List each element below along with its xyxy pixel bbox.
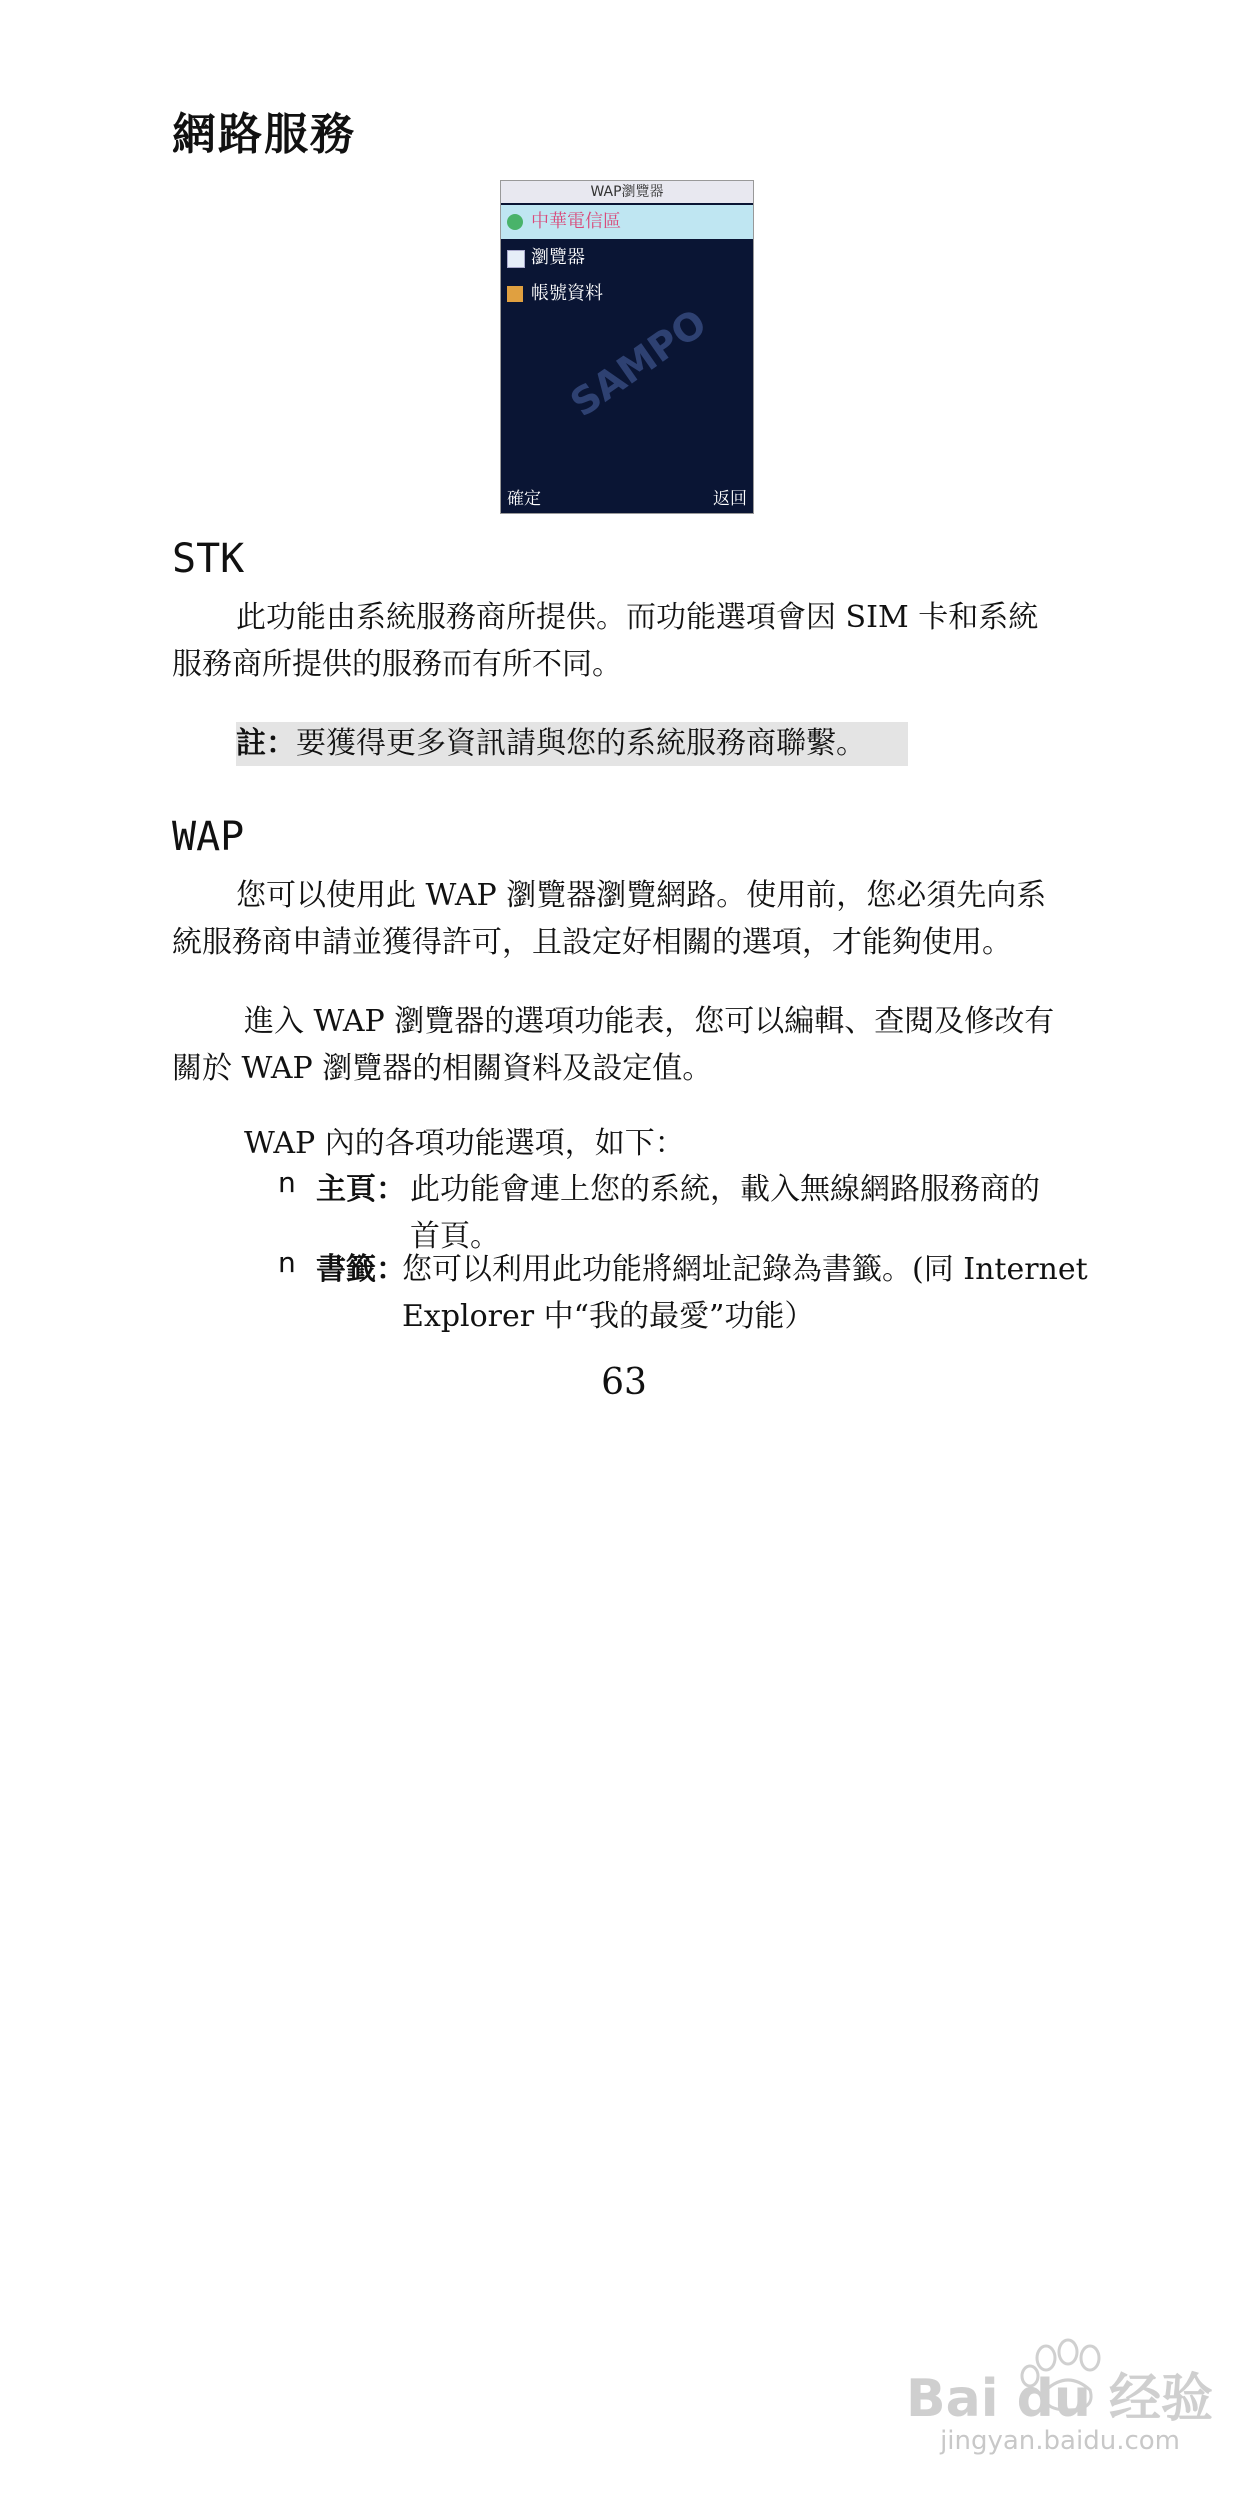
phone-menu-item: 瀏覽器 xyxy=(501,241,753,275)
note-text: 要獲得更多資訊請與您的系統服務商聯繫。 xyxy=(296,726,866,761)
list-item-desc: 首頁。 xyxy=(410,1219,500,1254)
page-title: 網路服務 xyxy=(172,109,356,160)
list-item xyxy=(278,1246,1088,1340)
browser-icon xyxy=(507,250,525,268)
stk-paragraph-line: 此功能由系統服務商所提供。而功能選項會因 SIM 卡和系統 xyxy=(236,600,1039,635)
globe-icon xyxy=(507,214,523,230)
wap-paragraph-2 xyxy=(172,998,1084,1092)
phone-softkey-left: 確定 xyxy=(507,489,541,509)
phone-brand-watermark: SAMPO xyxy=(562,300,715,426)
wap-paragraph-1 xyxy=(172,872,1084,966)
list-item-term: 主頁： xyxy=(316,1172,406,1207)
stk-paragraph-line: 服務商所提供的服務而有所不同。 xyxy=(172,647,622,682)
stk-paragraph xyxy=(172,594,1084,688)
note-label: 註： xyxy=(236,726,296,761)
watermark-url: jingyan.baidu.com xyxy=(940,2426,1180,2456)
wap-paragraph-line: 您可以使用此 WAP 瀏覽器瀏覽網路。使用前，您必須先向系 xyxy=(236,878,1047,913)
phone-screenshot xyxy=(500,180,754,514)
section-heading-wap: WAP xyxy=(172,814,245,860)
wap-list-intro: WAP 內的各項功能選項，如下： xyxy=(244,1126,685,1161)
wap-paragraph-line: 關於 WAP 瀏覽器的相關資料及設定值。 xyxy=(172,1051,713,1086)
phone-screen-header: WAP瀏覽器 xyxy=(501,181,753,203)
list-item-desc: Explorer 中“我的最愛”功能） xyxy=(402,1299,815,1334)
bullet: n xyxy=(278,1246,296,1279)
list-item-term: 書籤： xyxy=(316,1252,406,1287)
baidu-paw-logo-icon xyxy=(896,2330,1213,2429)
wap-paragraph-line: 統服務商申請並獲得許可，且設定好相關的選項，才能夠使用。 xyxy=(172,925,1012,960)
section-heading-stk: STK xyxy=(172,536,245,582)
phone-menu-item: 帳號資料 xyxy=(501,277,753,311)
note-box xyxy=(236,722,908,766)
phone-menu-item: 中華電信區 xyxy=(501,205,753,239)
account-icon xyxy=(507,286,523,302)
page-number: 63 xyxy=(601,1362,647,1403)
wap-paragraph-line: 進入 WAP 瀏覽器的選項功能表，您可以編輯、查閱及修改有 xyxy=(244,1004,1055,1039)
baidu-logo-text: Bai du 经验 xyxy=(906,2369,1213,2429)
bullet: n xyxy=(278,1166,296,1199)
list-item-desc: 您可以利用此功能將網址記錄為書籤。(同 Internet xyxy=(402,1252,1088,1287)
list-item-desc: 此功能會連上您的系統，載入無線網路服務商的 xyxy=(410,1172,1040,1207)
phone-softkey-right: 返回 xyxy=(713,489,747,509)
